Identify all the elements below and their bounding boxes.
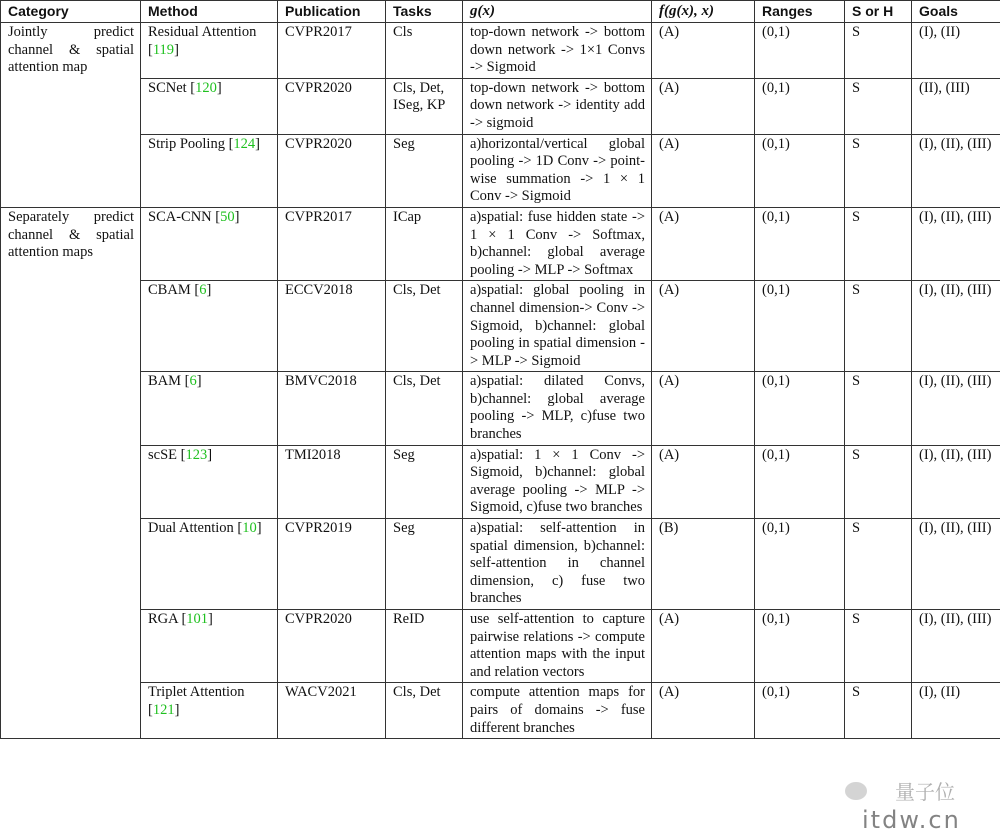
s-or-h-cell: S xyxy=(845,683,912,739)
citation-link[interactable]: [10] xyxy=(237,520,262,537)
ranges-cell: (0,1) xyxy=(755,683,845,739)
method-cell xyxy=(141,683,278,739)
method-name: Strip Pooling xyxy=(148,135,225,152)
g-cell: a)spatial: global pooling in channel dimension-> Conv -> Sigmoid, b)channel: global pooling in spatial dimension -> MLP -> Sigmoid xyxy=(463,281,652,372)
tasks-cell: Seg xyxy=(386,445,463,518)
method-cell xyxy=(141,281,278,372)
s-or-h-cell: S xyxy=(845,610,912,683)
table-row xyxy=(1,134,1000,207)
citation-link[interactable]: [123] xyxy=(180,446,213,463)
goals-cell: (I), (II), (III) xyxy=(912,610,1000,683)
citation-link[interactable]: [124] xyxy=(228,135,261,152)
method-cell xyxy=(141,78,278,134)
s-or-h-cell: S xyxy=(845,445,912,518)
publication-cell: CVPR2020 xyxy=(278,610,386,683)
watermark-site: itdw.cn xyxy=(862,806,961,834)
ranges-cell: (0,1) xyxy=(755,23,845,79)
method-cell xyxy=(141,207,278,280)
goals-cell: (I), (II), (III) xyxy=(912,207,1000,280)
header-f: f(g(x), x) xyxy=(652,1,755,23)
table-row xyxy=(1,683,1000,739)
watermark-cn: 量子位 xyxy=(895,780,955,804)
g-cell: a)horizontal/vertical global pooling -> 1D Conv -> point-wise summation -> 1 × 1 Conv -> Sigmoid xyxy=(463,134,652,207)
goals-cell: (I), (II), (III) xyxy=(912,519,1000,610)
goals-cell: (I), (II), (III) xyxy=(912,281,1000,372)
g-cell: top-down network -> bottom down network -> identity add -> sigmoid xyxy=(463,78,652,134)
g-cell: use self-attention to capture pairwise relations -> compute attention maps with the input and relation vectors xyxy=(463,610,652,683)
f-cell: (A) xyxy=(652,134,755,207)
method-cell xyxy=(141,372,278,445)
method-name: SCNet xyxy=(148,79,187,96)
tasks-cell: Seg xyxy=(386,134,463,207)
category-cell: Jointly predict channel & spatial attention map xyxy=(1,23,141,208)
header-s-or-h: S or H xyxy=(845,1,912,23)
header-method: Method xyxy=(141,1,278,23)
publication-cell: WACV2021 xyxy=(278,683,386,739)
method-name: Residual Attention xyxy=(148,24,257,40)
method-name: Dual Attention xyxy=(148,520,234,537)
header-publication: Publication xyxy=(278,1,386,23)
table-row xyxy=(1,610,1000,683)
ranges-cell: (0,1) xyxy=(755,207,845,280)
method-name: BAM xyxy=(148,373,182,390)
tasks-cell: ReID xyxy=(386,610,463,683)
f-cell: (B) xyxy=(652,519,755,610)
g-cell: compute attention maps for pairs of domains -> fuse different branches xyxy=(463,683,652,739)
citation-link[interactable]: [120] xyxy=(190,79,222,96)
goals-cell: (I), (II) xyxy=(912,23,1000,79)
s-or-h-cell: S xyxy=(845,134,912,207)
s-or-h-cell: S xyxy=(845,207,912,280)
publication-cell: CVPR2020 xyxy=(278,78,386,134)
s-or-h-cell: S xyxy=(845,78,912,134)
table-row xyxy=(1,281,1000,372)
f-cell: (A) xyxy=(652,281,755,372)
header-row xyxy=(1,1,1000,23)
table-row xyxy=(1,372,1000,445)
tasks-cell: ICap xyxy=(386,207,463,280)
s-or-h-cell: S xyxy=(845,281,912,372)
table-row xyxy=(1,78,1000,134)
f-cell: (A) xyxy=(652,78,755,134)
table-row xyxy=(1,519,1000,610)
goals-cell: (I), (II) xyxy=(912,683,1000,739)
publication-cell: CVPR2017 xyxy=(278,207,386,280)
g-cell: a)spatial: dilated Convs, b)channel: global average pooling -> MLP, c)fuse two branches xyxy=(463,372,652,445)
category-cell: Separately predict channel & spatial attention maps xyxy=(1,207,141,738)
tasks-cell: Cls, Det xyxy=(386,372,463,445)
ranges-cell: (0,1) xyxy=(755,134,845,207)
citation-link[interactable]: [119] xyxy=(148,41,179,58)
ranges-cell: (0,1) xyxy=(755,281,845,372)
citation-link[interactable]: [6] xyxy=(194,282,212,299)
method-cell xyxy=(141,519,278,610)
tasks-cell: Cls, Det, ISeg, KP xyxy=(386,78,463,134)
f-cell: (A) xyxy=(652,207,755,280)
g-cell: a)spatial: fuse hidden state -> 1 × 1 Conv -> Softmax, b)channel: global average pooling -> MLP -> Softmax xyxy=(463,207,652,280)
goals-cell: (II), (III) xyxy=(912,78,1000,134)
method-name: RGA xyxy=(148,611,178,627)
header-ranges: Ranges xyxy=(755,1,845,23)
method-cell xyxy=(141,445,278,518)
method-name: CBAM xyxy=(148,282,191,299)
goals-cell: (I), (II), (III) xyxy=(912,445,1000,518)
tasks-cell: Cls, Det xyxy=(386,683,463,739)
table-row xyxy=(1,23,1000,79)
citation-link[interactable]: [101] xyxy=(181,611,213,627)
method-name: SCA-CNN xyxy=(148,208,212,225)
g-cell: top-down network -> bottom down network -> 1×1 Convs -> Sigmoid xyxy=(463,23,652,79)
header-tasks: Tasks xyxy=(386,1,463,23)
g-cell: a)spatial: 1 × 1 Conv -> Sigmoid, b)channel: global average pooling -> MLP -> Sigmoid, c)fuse two branches xyxy=(463,445,652,518)
method-name: scSE xyxy=(148,446,177,463)
method-cell xyxy=(141,134,278,207)
method-cell xyxy=(141,610,278,683)
citation-link[interactable]: [121] xyxy=(148,701,180,718)
f-cell: (A) xyxy=(652,23,755,79)
s-or-h-cell: S xyxy=(845,519,912,610)
publication-cell: ECCV2018 xyxy=(278,281,386,372)
header-category: Category xyxy=(1,1,141,23)
f-cell: (A) xyxy=(652,610,755,683)
publication-cell: BMVC2018 xyxy=(278,372,386,445)
publication-cell: TMI2018 xyxy=(278,445,386,518)
ranges-cell: (0,1) xyxy=(755,519,845,610)
f-cell: (A) xyxy=(652,372,755,445)
header-g: g(x) xyxy=(463,1,652,23)
tasks-cell: Cls, Det xyxy=(386,281,463,372)
table-row xyxy=(1,445,1000,518)
s-or-h-cell: S xyxy=(845,23,912,79)
citation-link[interactable]: [50] xyxy=(215,208,240,225)
goals-cell: (I), (II), (III) xyxy=(912,134,1000,207)
tasks-cell: Cls xyxy=(386,23,463,79)
table-row xyxy=(1,207,1000,280)
g-cell: a)spatial: self-attention in spatial dimension, b)channel: self-attention in channel dimension, c) fuse two branches xyxy=(463,519,652,610)
ranges-cell: (0,1) xyxy=(755,445,845,518)
ranges-cell: (0,1) xyxy=(755,610,845,683)
publication-cell: CVPR2020 xyxy=(278,134,386,207)
citation-link[interactable]: [6] xyxy=(184,373,202,390)
wechat-logo-icon xyxy=(845,782,867,800)
f-cell: (A) xyxy=(652,683,755,739)
ranges-cell: (0,1) xyxy=(755,372,845,445)
tasks-cell: Seg xyxy=(386,519,463,610)
goals-cell: (I), (II), (III) xyxy=(912,372,1000,445)
publication-cell: CVPR2017 xyxy=(278,23,386,79)
method-name: Triplet Attention xyxy=(148,684,245,701)
s-or-h-cell: S xyxy=(845,372,912,445)
publication-cell: CVPR2019 xyxy=(278,519,386,610)
method-cell xyxy=(141,23,278,79)
header-goals: Goals xyxy=(912,1,1000,23)
ranges-cell: (0,1) xyxy=(755,78,845,134)
f-cell: (A) xyxy=(652,445,755,518)
